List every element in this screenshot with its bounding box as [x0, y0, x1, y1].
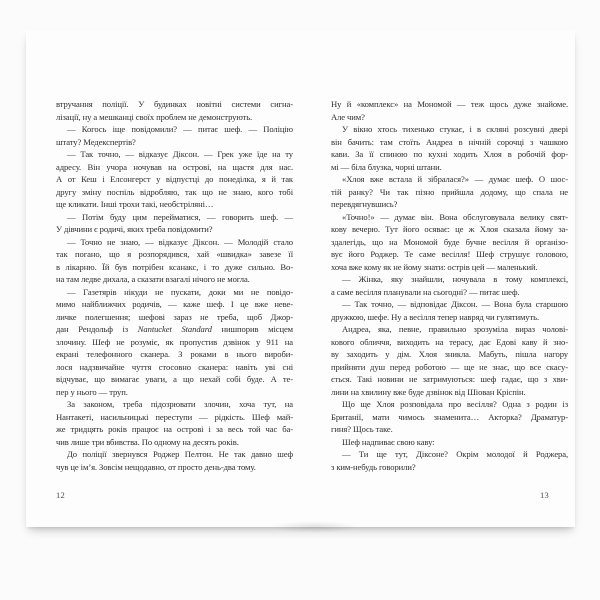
text-line: же тридцять років працює на острові і за весь той час ба- [56, 424, 293, 435]
text-line: ється. Такі новини не затримуються: шеф гадає, що з хви- [331, 374, 568, 385]
text-line: він бачить: там стоїть Андреа в нічній сорочці з чашкою [331, 136, 568, 147]
text-line: Ну й «комплекс» на Мономой — теж щось дуже знайоме. [331, 99, 568, 109]
text-line: — Газетярів нікуди не пускати, доки ми не повідо- [67, 286, 293, 297]
text-line: хоча вже кому як не йому знати: острів цей — маленький. [331, 261, 538, 272]
text-line: кову вечерю. Тут його осяває: це ж Хлоя сказала йому за- [331, 224, 568, 235]
text-line: адресу. Він учора ночував на острові, на щастя для нас. [56, 161, 293, 172]
text-line: — Точно не знаю, — відказує Діксон. — Молодій стало [67, 236, 293, 247]
text-line: другу зміну поспіль відробляю, так що не знаю, кого тобі [56, 186, 293, 197]
text-line: чив лише три вбивства. По одному на десять років. [56, 436, 239, 447]
text-line: — Так точно, — відповідає Діксон. — Вона була старшою [342, 299, 568, 310]
text-line: кави. За її спиною по кухні ходить Хлоя в робочій фор- [331, 149, 568, 160]
text-line: Шеф надпиває свою каву: [342, 436, 435, 447]
text-line: — Потім буду цим перейматися, — говорить шеф. — [67, 211, 293, 222]
text-line: втручання поліції. У будинках новітні системи сигна- [56, 99, 293, 109]
text-line: У вікно хтось тихенько стукає, і в скляні розсувні двері [342, 124, 568, 135]
text-line: тій ранку? Чи так пізно прийшла додому, що спала не [331, 186, 568, 197]
text-line: ву заходить у дім. Хлоя зникла. Мабуть, пішла нагору [331, 349, 568, 360]
page-right-text-column [331, 98, 568, 473]
text-line: дан Рендольф із Nantucket Standard нишпорив місцем [56, 324, 293, 335]
text-line: ще кликати. Інші трохи такі, необстріляні… [56, 199, 214, 210]
text-line: прийняти душ перед роботою — ще не знає, що все скасу- [331, 361, 568, 372]
text-line: чув це ім’я. Зовсім нещодавно, от просто день-два тому. [56, 461, 256, 472]
page-fold-shadow [270, 521, 360, 533]
book-spread [26, 30, 575, 527]
page-number-right: 13 [540, 490, 549, 500]
text-line: злочину. Шеф не розуміє, як пропустив дзвінок у 911 на [56, 336, 293, 347]
text-line: штату? Медекспертів? [56, 136, 136, 147]
text-line: так погано, що я розпорядився, хай «швидка» завезе її [56, 249, 293, 260]
text-line: на там ледве дихала, а сказати взагалі нічого не могла. [56, 274, 250, 285]
text-line: гиня? Щось таке. [331, 424, 393, 435]
text-line: До поліції звернувся Роджер Пелтон. Не так давно шеф [67, 449, 293, 460]
text-line: екрані телефонного сканера. З роками в нього вироби- [56, 349, 293, 360]
text-line: Що ще Хлоя розповідала про весілля? Одна з родин із [342, 399, 568, 410]
text-line: в лікарню. Їй був потрібен ксанакс, і то дуже сильно. Во- [56, 261, 293, 272]
text-line: дружкою, шефе. Ну а весілля тепер навряд чи гулятимуть. [331, 311, 540, 322]
text-line: мимо найближчих родичів, — каже шеф. І це вже неве- [56, 299, 293, 310]
text-line: — Жінка, яку знайшли, ночувала в тому комплексі, [342, 274, 568, 285]
text-line: пер у нього — труп. [56, 386, 128, 397]
text-line: У дівчини є родичі, яких треба повідомити? [56, 224, 213, 235]
text-line: а саме весілля планували на сьогодні? — питає шеф. [331, 286, 520, 297]
text-line: Нантакеті, насильницькі переступи — рідкість. Шеф май- [56, 411, 293, 422]
text-line: Андреа, яка, певне, правильно зрозуміла вираз чолові- [342, 324, 568, 335]
text-line: — Ти ще тут, Діксоне? Окрім молодої й Роджера, [342, 449, 568, 460]
text-line: — Когось іще повідомили? — питає шеф. — Поліцію [67, 124, 293, 135]
text-line: здалегідь, що на Мономой буде бучне весілля й організо- [331, 236, 568, 247]
text-line: перевдягнувшись? [331, 199, 398, 210]
text-line: личке полегшення; шефові зараз не треба, щоб Джор- [56, 311, 293, 322]
text-line: «Точно!» — думає він. Вона обслуговувала велику свят- [342, 211, 568, 222]
text-line: «Хлоя вже встала й зібралася?» — думає шеф. О шос- [342, 174, 568, 185]
text-line: Але чим? [331, 111, 365, 122]
text-line: відчуває, що вимагає уваги, а що нехай собі буде. А те- [56, 374, 293, 385]
text-line: А от Кеш і Елсонгерст у відпустці до понеділка, я й так [56, 174, 293, 185]
text-line: Британії, мати чимось знаменита… Акторка? Драматур- [331, 411, 568, 422]
text-line: лізації, ну а мешканці своїх проблем не демонструють. [56, 111, 253, 122]
text-line: — Так точно, — відказує Діксон. — Грек уже їде на ту [67, 149, 293, 160]
text-line: вує його Роджер. Те саме весілля! Шеф струшує головою, [331, 249, 568, 260]
text-line: кового обличчя, виходить на терасу, дає Едові каву й зно- [331, 336, 568, 347]
text-line: За законом, треба підозрювати злочин, хоча тут, на [67, 399, 293, 410]
text-line: лося надзвичайне чуття стосовно сканера: навіть уві сні [56, 361, 293, 372]
text-line: мі — біла блузка, чорні штани. [331, 161, 442, 172]
text-line: лини на хвилину вже буде дзвінок від Шіован Кріспін. [331, 386, 526, 397]
page-left-text-column [56, 98, 293, 473]
page-number-left: 12 [56, 490, 65, 500]
text-line: з ким-небудь говорили? [331, 461, 416, 472]
